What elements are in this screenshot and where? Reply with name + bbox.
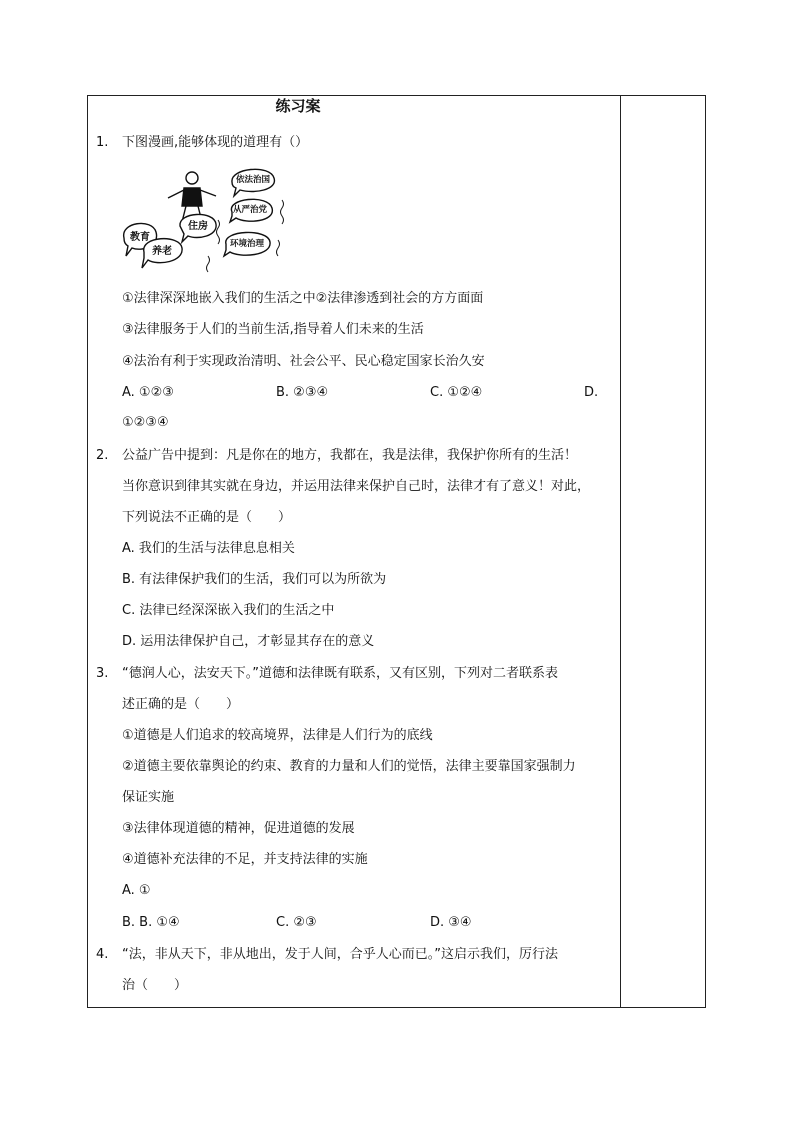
- q4-stem-line-2: 治（ ）: [122, 978, 188, 993]
- q1-cartoon-image: [122, 160, 300, 278]
- q1-option-b: B. ②③④: [276, 385, 329, 400]
- q4-stem-line-1: “法，非从天下，非从地出，发于人间，合乎人心而已。”这启示我们，厉行法: [122, 947, 558, 962]
- q3-number: 3.: [96, 666, 109, 681]
- column-divider: [620, 95, 621, 1008]
- q1-statement-3: ④法治有利于实现政治清明、社会公平、民心稳定国家长治久安: [122, 354, 485, 369]
- q1-stem: 下图漫画,能够体现的道理有（）: [122, 135, 309, 150]
- q1-option-c: C. ①②④: [430, 385, 483, 400]
- q3-statement-2-cont: 保证实施: [122, 790, 175, 805]
- q1-option-a: A. ①②③: [122, 385, 174, 400]
- q2-stem-line-2: 当你意识到律其实就在身边，并运用法律来保护自己时，法律才有了意义！对此，: [122, 479, 591, 494]
- q2-number: 2.: [96, 448, 109, 463]
- q3-stem-line-2: 述正确的是（ ）: [122, 697, 240, 712]
- page-title: 练习案: [275, 97, 321, 115]
- q1-option-d: D.: [584, 385, 599, 400]
- bubble-text-party-discipline: 从严治党: [232, 205, 268, 215]
- q3-statement-1: ①道德是人们追求的较高境界，法律是人们行为的底线: [122, 728, 433, 743]
- q1-statement-2: ③法律服务于人们的当前生活,指导着人们未来的生活: [122, 322, 424, 337]
- q2-stem-line-3: 下列说法不正确的是（ ）: [122, 510, 292, 525]
- bubble-text-elderly: 养老: [152, 246, 172, 257]
- q2-stem-line-1: 公益广告中提到：凡是你在的地方，我都在，我是法律，我保护你所有的生活！: [122, 448, 578, 463]
- q3-option-a: A. ①: [122, 883, 151, 898]
- q3-statement-3: ③法律体现道德的精神，促进道德的发展: [122, 821, 355, 836]
- q3-stem-line-1: “德润人心，法安天下。”道德和法律既有联系，又有区别，下列对二者联系表: [122, 666, 558, 681]
- q3-option-b: B. B. ①④: [122, 915, 180, 930]
- q1-statement-1: ①法律深深地嵌入我们的生活之中②法律渗透到社会的方方面面: [122, 291, 484, 306]
- bubble-text-environment: 环境治理: [229, 239, 265, 249]
- q4-number: 4.: [96, 947, 109, 962]
- bubble-text-housing: 住房: [188, 221, 208, 232]
- exercise-content: [88, 96, 620, 1007]
- q2-option-a: A. 我们的生活与法律息息相关: [122, 541, 295, 556]
- q3-option-d: D. ③④: [430, 915, 472, 930]
- q2-option-c: C. 法律已经深深嵌入我们的生活之中: [122, 603, 335, 618]
- q3-statement-4: ④道德补充法律的不足，并支持法律的实施: [122, 852, 368, 867]
- q2-option-d: D. 运用法律保护自己，才彰显其存在的意义: [122, 634, 375, 649]
- q3-statement-2: ②道德主要依靠舆论的约束、教育的力量和人们的觉悟，法律主要靠国家强制力: [122, 759, 576, 774]
- q3-option-c: C. ②③: [276, 915, 317, 930]
- q2-option-b: B. 有法律保护我们的生活，我们可以为所欲为: [122, 572, 387, 587]
- bubble-text-education: 教育: [130, 232, 150, 243]
- q1-number: 1.: [96, 135, 109, 150]
- bubble-text-rule-of-law: 依法治国: [235, 175, 271, 185]
- q1-option-d-content: ①②③④: [122, 415, 169, 430]
